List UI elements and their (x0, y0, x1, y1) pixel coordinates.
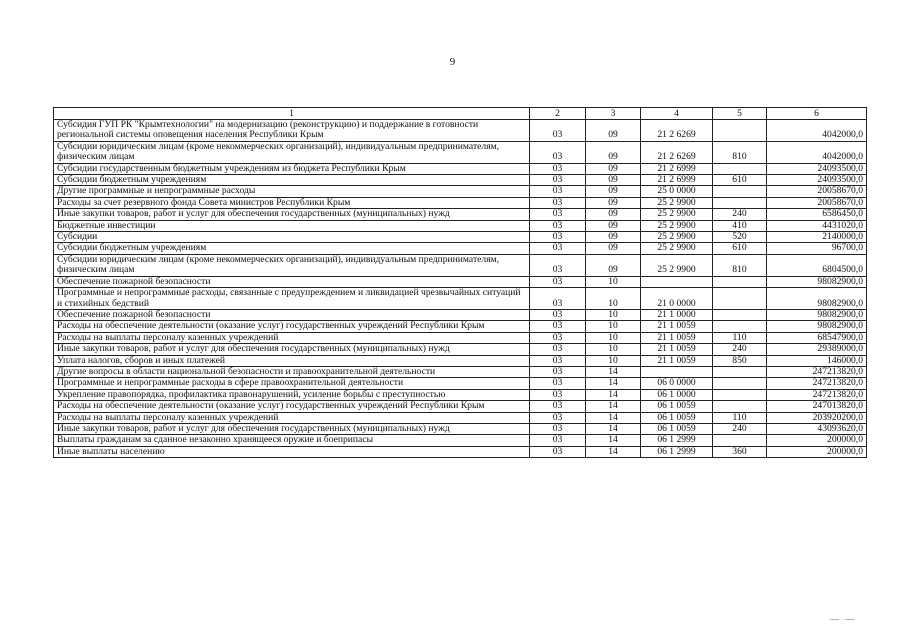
row-section: 03 (530, 243, 586, 254)
table-body (54, 120, 867, 458)
row-target-article: 21 1 0059 (641, 355, 713, 366)
row-subsection: 14 (586, 401, 641, 412)
row-description: Субсидии юридическим лицам (кроме некоммерческих организаций), индивидуальным предпринимателям, физическим лицам (54, 141, 530, 163)
row-expense-type: 240 (713, 209, 767, 220)
table-row (54, 389, 867, 400)
row-section: 03 (530, 186, 586, 197)
row-description: Программные и непрограммные расходы, связанные с предупреждением и ликвидацией чрезвычайных ситуаций и стихийных бедствий (54, 288, 530, 310)
row-target-article: 06 1 0059 (641, 423, 713, 434)
row-section: 03 (530, 232, 586, 243)
header-amount: 6 (767, 108, 867, 120)
row-expense-type: 110 (713, 412, 767, 423)
table-row (54, 141, 867, 163)
row-section: 03 (530, 209, 586, 220)
row-expense-type (713, 186, 767, 197)
row-description: Расходы за счет резервного фонда Совета министров Республики Крым (54, 197, 530, 208)
row-target-article (641, 276, 713, 287)
row-target-article: 25 2 9900 (641, 209, 713, 220)
page-number: 9 (449, 56, 456, 68)
row-description: Субсидии юридическим лицам (кроме некоммерческих организаций), индивидуальным предпринимателям, физическим лицам (54, 254, 530, 276)
row-amount: 98082900,0 (767, 309, 867, 320)
row-section: 03 (530, 401, 586, 412)
row-subsection: 09 (586, 243, 641, 254)
row-description: Бюджетные инвестиции (54, 220, 530, 231)
row-target-article: 06 1 0000 (641, 389, 713, 400)
row-subsection: 10 (586, 276, 641, 287)
row-subsection: 09 (586, 141, 641, 163)
row-description: Другие программные и непрограммные расходы (54, 186, 530, 197)
row-section: 03 (530, 332, 586, 343)
header-target-article: 4 (641, 108, 713, 120)
table-row (54, 163, 867, 174)
table-row (54, 435, 867, 446)
table-row (54, 276, 867, 287)
row-target-article: 25 2 9900 (641, 220, 713, 231)
row-target-article: 21 1 0000 (641, 309, 713, 320)
table-row (54, 232, 867, 243)
row-expense-type (713, 389, 767, 400)
row-section: 03 (530, 276, 586, 287)
row-description: Обеспечение пожарной безопасности (54, 276, 530, 287)
row-section: 03 (530, 355, 586, 366)
row-target-article: 25 0 0000 (641, 186, 713, 197)
row-amount: 200000,0 (767, 446, 867, 457)
row-target-article: 21 1 0059 (641, 344, 713, 355)
row-subsection: 09 (586, 186, 641, 197)
row-description: Другие вопросы в области национальной безопасности и правоохранительной деятельности (54, 366, 530, 377)
row-amount: 68547900,0 (767, 332, 867, 343)
row-target-article: 25 2 9900 (641, 254, 713, 276)
table-row (54, 355, 867, 366)
table-row (54, 412, 867, 423)
row-description: Расходы на выплаты персоналу казенных учреждений (54, 332, 530, 343)
row-expense-type: 850 (713, 355, 767, 366)
row-description: Субсидии государственным бюджетным учреждениям из бюджета Республики Крым (54, 163, 530, 174)
row-expense-type (713, 197, 767, 208)
row-subsection: 14 (586, 446, 641, 457)
row-subsection: 10 (586, 344, 641, 355)
table-row (54, 186, 867, 197)
table-row (54, 378, 867, 389)
table-row (54, 401, 867, 412)
row-section: 03 (530, 446, 586, 457)
row-description: Программные и непрограммные расходы в сфере правоохранительной деятельности (54, 378, 530, 389)
table-row (54, 288, 867, 310)
row-subsection: 09 (586, 197, 641, 208)
row-description: Уплата налогов, сборов и иных платежей (54, 355, 530, 366)
row-amount: 6804500,0 (767, 254, 867, 276)
table-row (54, 209, 867, 220)
row-expense-type: 810 (713, 141, 767, 163)
row-amount: 247213820,0 (767, 378, 867, 389)
table-row (54, 344, 867, 355)
row-expense-type: 240 (713, 423, 767, 434)
row-subsection: 10 (586, 355, 641, 366)
row-description: Субсидия ГУП РК "Крымтехнологии" на модернизацию (реконструкцию) и поддержание в готовности региональной системы оповещения населения Республики Крым (54, 120, 530, 142)
row-amount: 146000,0 (767, 355, 867, 366)
row-section: 03 (530, 423, 586, 434)
row-amount: 200000,0 (767, 435, 867, 446)
row-amount: 24093500,0 (767, 163, 867, 174)
row-subsection: 09 (586, 254, 641, 276)
row-description: Иные выплаты населению (54, 446, 530, 457)
row-section: 03 (530, 288, 586, 310)
row-description: Субсидии (54, 232, 530, 243)
row-amount: 98082900,0 (767, 276, 867, 287)
row-amount: 24093500,0 (767, 175, 867, 186)
row-subsection: 14 (586, 412, 641, 423)
row-description: Расходы на обеспечение деятельности (оказание услуг) государственных учреждений Республики Крым (54, 401, 530, 412)
row-description: Иные закупки товаров, работ и услуг для обеспечения государственных (муниципальных) нужд (54, 423, 530, 434)
row-section: 03 (530, 175, 586, 186)
row-section: 03 (530, 366, 586, 377)
row-expense-type (713, 401, 767, 412)
row-subsection: 09 (586, 209, 641, 220)
row-description: Выплаты гражданам за сданное незаконно хранящееся оружие и боеприпасы (54, 435, 530, 446)
row-section: 03 (530, 378, 586, 389)
row-amount: 4042000,0 (767, 120, 867, 142)
table-row (54, 446, 867, 457)
row-section: 03 (530, 163, 586, 174)
row-expense-type (713, 321, 767, 332)
row-target-article: 21 2 6269 (641, 141, 713, 163)
header-section: 2 (530, 108, 586, 120)
table-header-row (54, 108, 867, 120)
table-row (54, 309, 867, 320)
row-section: 03 (530, 321, 586, 332)
row-section: 03 (530, 435, 586, 446)
row-amount: 29389000,0 (767, 344, 867, 355)
row-section: 03 (530, 254, 586, 276)
row-amount: 203920200,0 (767, 412, 867, 423)
row-expense-type: 110 (713, 332, 767, 343)
row-target-article: 06 0 0000 (641, 378, 713, 389)
table-row (54, 254, 867, 276)
row-subsection: 09 (586, 163, 641, 174)
row-expense-type: 360 (713, 446, 767, 457)
row-section: 03 (530, 197, 586, 208)
row-expense-type (713, 366, 767, 377)
row-subsection: 14 (586, 378, 641, 389)
row-amount: 247213820,0 (767, 366, 867, 377)
row-amount: 6586450,0 (767, 209, 867, 220)
row-target-article: 06 1 2999 (641, 435, 713, 446)
row-subsection: 14 (586, 389, 641, 400)
footer-mark: — — (830, 614, 857, 624)
row-amount: 4042000,0 (767, 141, 867, 163)
header-subsection: 3 (586, 108, 641, 120)
row-amount: 2140000,0 (767, 232, 867, 243)
row-description: Укрепление правопорядка, профилактика правонарушений, усиление борьбы с преступностью (54, 389, 530, 400)
row-target-article (641, 366, 713, 377)
row-expense-type: 240 (713, 344, 767, 355)
row-amount: 43093620,0 (767, 423, 867, 434)
table-row (54, 220, 867, 231)
row-target-article: 21 1 0059 (641, 332, 713, 343)
row-subsection: 14 (586, 435, 641, 446)
row-amount: 20058670,0 (767, 186, 867, 197)
table-row (54, 332, 867, 343)
row-expense-type: 520 (713, 232, 767, 243)
row-target-article: 25 2 9900 (641, 232, 713, 243)
table-row (54, 423, 867, 434)
header-description: 1 (54, 108, 530, 120)
row-target-article: 06 1 0059 (641, 412, 713, 423)
table-row (54, 321, 867, 332)
row-section: 03 (530, 389, 586, 400)
row-section: 03 (530, 309, 586, 320)
row-target-article: 21 2 6999 (641, 163, 713, 174)
row-subsection: 10 (586, 321, 641, 332)
row-description: Иные закупки товаров, работ и услуг для обеспечения государственных (муниципальных) нужд (54, 209, 530, 220)
table-row (54, 197, 867, 208)
row-expense-type (713, 378, 767, 389)
row-description: Субсидии бюджетным учреждениям (54, 175, 530, 186)
header-expense-type: 5 (713, 108, 767, 120)
row-description: Субсидии бюджетным учреждениям (54, 243, 530, 254)
row-amount: 247013820,0 (767, 401, 867, 412)
row-expense-type (713, 435, 767, 446)
row-subsection: 14 (586, 366, 641, 377)
row-target-article: 21 2 6999 (641, 175, 713, 186)
row-subsection: 14 (586, 423, 641, 434)
table-row (54, 243, 867, 254)
row-description: Иные закупки товаров, работ и услуг для обеспечения государственных (муниципальных) нужд (54, 344, 530, 355)
row-section: 03 (530, 344, 586, 355)
table-row (54, 175, 867, 186)
row-amount: 4431020,0 (767, 220, 867, 231)
row-expense-type: 410 (713, 220, 767, 231)
row-subsection: 09 (586, 175, 641, 186)
row-amount: 247213820,0 (767, 389, 867, 400)
row-expense-type (713, 163, 767, 174)
row-subsection: 10 (586, 309, 641, 320)
row-target-article: 25 2 9900 (641, 197, 713, 208)
row-expense-type (713, 120, 767, 142)
row-subsection: 09 (586, 120, 641, 142)
row-subsection: 09 (586, 232, 641, 243)
row-subsection: 10 (586, 288, 641, 310)
row-target-article: 25 2 9900 (641, 243, 713, 254)
row-target-article: 21 0 0000 (641, 288, 713, 310)
row-section: 03 (530, 141, 586, 163)
row-target-article: 06 1 2999 (641, 446, 713, 457)
row-target-article: 21 1 0059 (641, 321, 713, 332)
row-expense-type: 610 (713, 243, 767, 254)
budget-table (53, 107, 867, 458)
row-subsection: 10 (586, 332, 641, 343)
row-section: 03 (530, 120, 586, 142)
row-amount: 98082900,0 (767, 288, 867, 310)
table-row (54, 366, 867, 377)
row-amount: 98082900,0 (767, 321, 867, 332)
row-expense-type: 810 (713, 254, 767, 276)
table-row (54, 120, 867, 142)
row-section: 03 (530, 412, 586, 423)
row-description: Расходы на обеспечение деятельности (оказание услуг) государственных учреждений Республики Крым (54, 321, 530, 332)
row-subsection: 09 (586, 220, 641, 231)
row-target-article: 06 1 0059 (641, 401, 713, 412)
row-expense-type (713, 276, 767, 287)
row-description: Обеспечение пожарной безопасности (54, 309, 530, 320)
row-expense-type: 610 (713, 175, 767, 186)
row-amount: 96700,0 (767, 243, 867, 254)
row-description: Расходы на выплаты персоналу казенных учреждений (54, 412, 530, 423)
row-expense-type (713, 309, 767, 320)
row-expense-type (713, 288, 767, 310)
row-target-article: 21 2 6269 (641, 120, 713, 142)
row-section: 03 (530, 220, 586, 231)
row-amount: 20058670,0 (767, 197, 867, 208)
